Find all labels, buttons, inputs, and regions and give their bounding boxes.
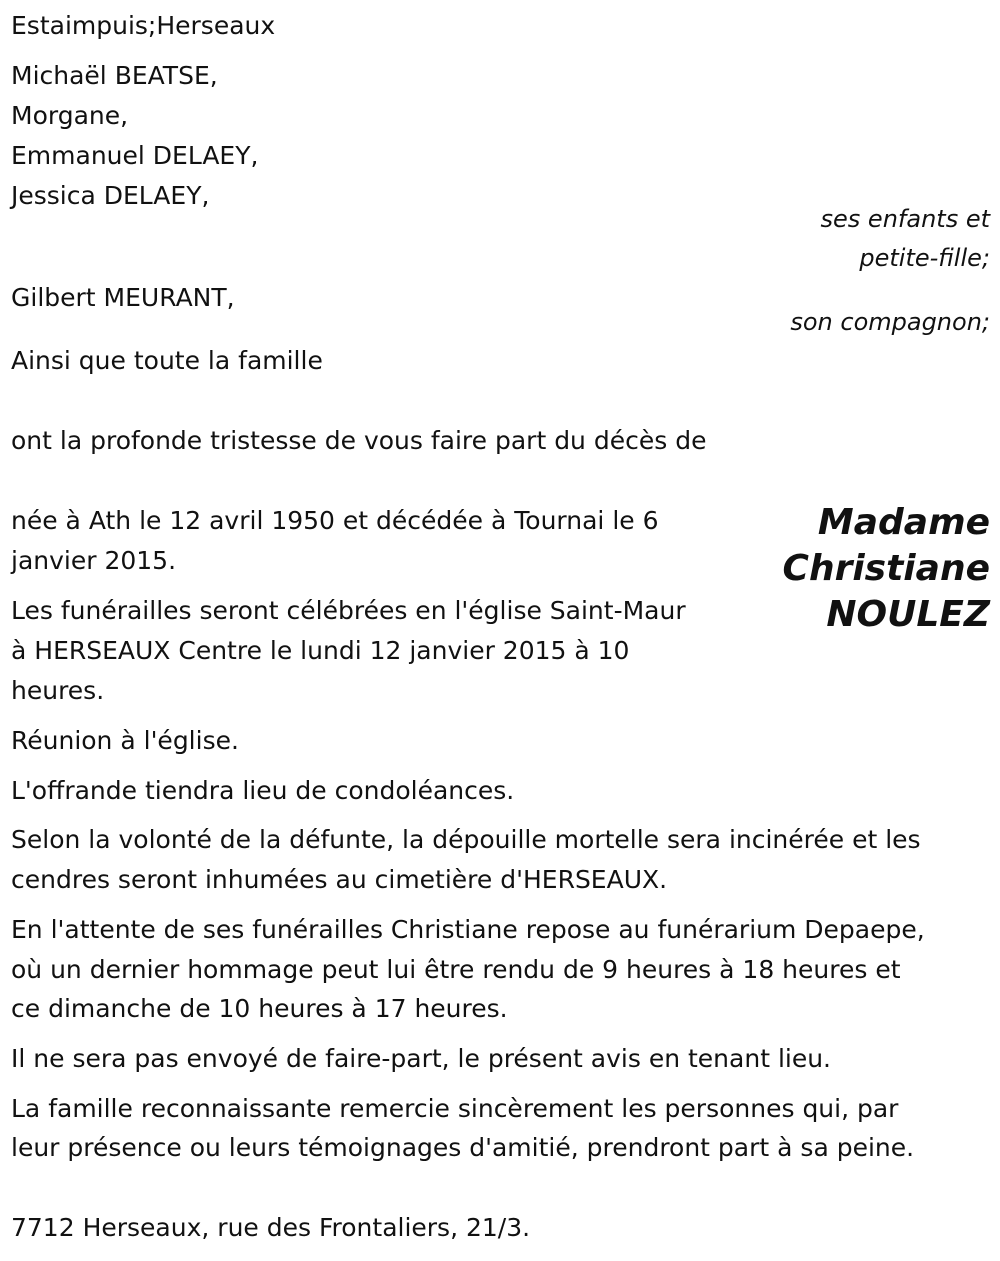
thanks-line: La famille reconnaissante remercie sincèrement les personnes qui, par — [11, 1094, 899, 1123]
viewing-line: où un dernier hommage peut lui être rendu de 9 heures à 18 heures et — [11, 955, 901, 984]
viewing-line: En l'attente de ses funérailles Christiane repose au funérarium Depaepe, — [11, 915, 925, 944]
funeral-details-line: à HERSEAUX Centre le lundi 12 janvier 2015 à 10 — [11, 636, 630, 665]
cremation-line: cendres seront inhumées au cimetière d'HERSEAUX. — [11, 865, 668, 894]
meeting-text: Réunion à l'église. — [11, 726, 239, 755]
rest-of-family: Ainsi que toute la famille — [11, 346, 323, 375]
deceased-title: Madame — [817, 502, 990, 543]
location-header: Estaimpuis;Herseaux — [11, 11, 276, 40]
companion-relation-label: son compagnon; — [790, 308, 990, 336]
companion-name: Gilbert MEURANT, — [11, 283, 235, 312]
family-member-name: Morgane, — [11, 101, 129, 130]
funeral-details-line: Les funérailles seront célébrées en l'église Saint-Maur — [11, 596, 686, 625]
notice-text: Il ne sera pas envoyé de faire-part, le présent avis en tenant lieu. — [11, 1044, 832, 1073]
announcement-text: ont la profonde tristesse de vous faire part du décès de — [11, 426, 707, 455]
family-member-name: Michaël BEATSE, — [11, 61, 218, 90]
deceased-last-name: NOULEZ — [826, 594, 990, 635]
offering-text: L'offrande tiendra lieu de condoléances. — [11, 776, 515, 805]
viewing-line: ce dimanche de 10 heures à 17 heures. — [11, 994, 508, 1023]
children-relation-label-cont: petite-fille; — [859, 244, 990, 272]
address-text: 7712 Herseaux, rue des Frontaliers, 21/3. — [11, 1213, 531, 1242]
children-relation-label: ses enfants et — [820, 205, 990, 233]
deceased-first-name: Christiane — [782, 548, 990, 589]
thanks-line: leur présence ou leurs témoignages d'amitié, prendront part à sa peine. — [11, 1133, 915, 1162]
deceased-name — [783, 500, 990, 638]
birth-death-line: née à Ath le 12 avril 1950 et décédée à Tournai le 6 — [11, 506, 659, 535]
family-member-name: Emmanuel DELAEY, — [11, 141, 259, 170]
family-member-name: Jessica DELAEY, — [11, 181, 210, 210]
cremation-line: Selon la volonté de la défunte, la dépouille mortelle sera incinérée et les — [11, 825, 921, 854]
funeral-details-line: heures. — [11, 676, 105, 705]
birth-death-line: janvier 2015. — [11, 546, 177, 575]
